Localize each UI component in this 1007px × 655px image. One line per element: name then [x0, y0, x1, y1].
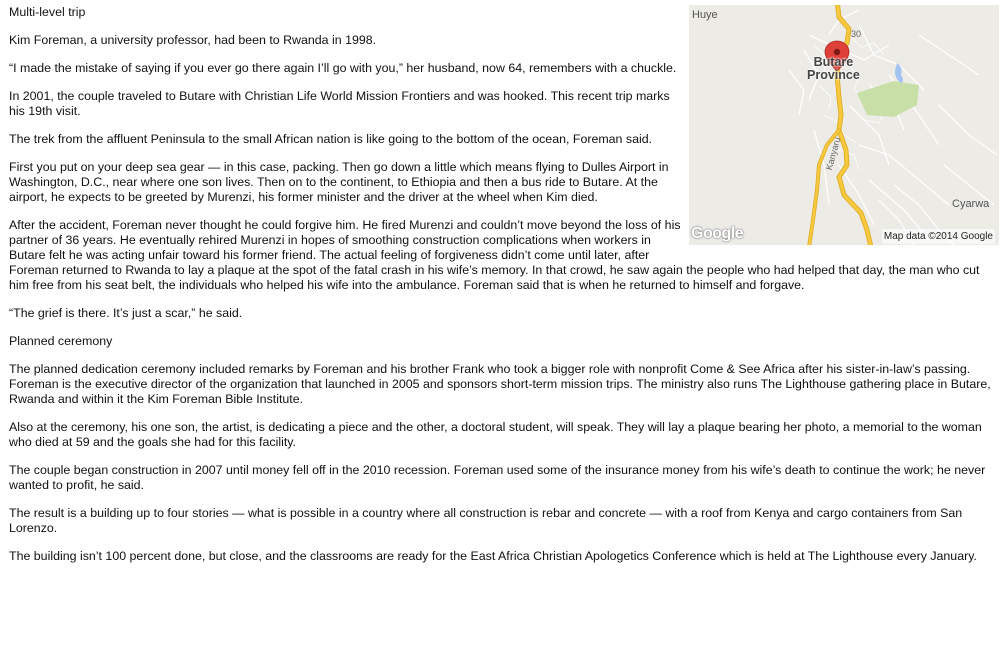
map-attribution[interactable]: Map data ©2014 Google	[883, 231, 993, 242]
paragraph: “The grief is there. It’s just a scar,” he said.	[9, 306, 243, 320]
paragraph: In 2001, the couple traveled to Butare with Christian Life World Mission Frontiers and was hooked. This recent trip marks his 19th visit.	[9, 89, 670, 118]
paragraph: The planned dedication ceremony included remarks by Foreman and his brother Frank who took a bigger role with nonprofit Come & See Africa after his sister-in-law’s passing. Foreman is the executive director of the organization that launched in 2005 and sponsors short-term mission trips. The ministry also runs The Lighthouse gathering place in Butare, Rwanda and within it the Kim Foreman Bible Institute.	[9, 362, 991, 406]
paragraph: The result is a building up to four stories — what is possible in a country where all construction is rebar and concrete — with a roof from Kenya and cargo containers from San Lorenzo.	[9, 506, 963, 535]
map-road-number: 30	[851, 29, 862, 39]
map-city-label	[807, 56, 860, 82]
paragraph: After the accident, Foreman never thought he could forgive him. He fired Murenzi and couldn’t move beyond the loss of his partner of 36 years. He eventually rehired Murenzi in hopes of smoothing construction complications when workers in Butare felt he was acting unfair toward his former friend. The actual feeling of forgiveness didn’t come until later, after Foreman returned to Rwanda to lay a plaque at the spot of the fatal crash in his wife’s memory. In that crowd, he saw again the people who had helped that day, the man who cut him free from his seat belt, the individuals who helped his wife into the ambulance. Foreman said that is when he returned to himself and forgave.	[9, 218, 980, 292]
paragraph: The trek from the affluent Peninsula to the small African nation is like going to the bottom of the ocean, Foreman said.	[9, 132, 653, 146]
paragraph: Kim Foreman, a university professor, had been to Rwanda in 1998.	[9, 33, 377, 47]
map-place-label-top: Huye	[692, 9, 718, 21]
map-place-label-right: Cyarwa	[952, 198, 990, 210]
paragraph: The couple began construction in 2007 until money fell off in the 2010 recession. Foreman used some of the insurance money from his wife’s death to continue the work; he never wanted to profit, he said.	[9, 463, 986, 492]
paragraph: “I made the mistake of saying if you ever go there again I’ll go with you,” her husband, now 64, remembers with a chuckle.	[9, 61, 677, 75]
section-heading-planned-ceremony: Planned ceremony	[9, 334, 113, 348]
map-city-line1: Butare	[813, 55, 854, 69]
map-road-label: Kanyaru	[823, 136, 843, 172]
map-embed[interactable]	[689, 5, 999, 245]
paragraph: The building isn’t 100 percent done, but close, and the classrooms are ready for the East Africa Christian Apologetics Conference which is held at The Lighthouse every January.	[9, 549, 977, 563]
paragraph: First you put on your deep sea gear — in this case, packing. Then go down a little which means flying to Dulles Airport in Washington, D.C., near where one son lives. Then on to the continent, to Ethiopia and then a bus ride to Butare. At the airport, he expects to be greeted by Murenzi, his former minister and the driver at the wheel when Kim died.	[9, 160, 669, 204]
google-logo[interactable]: Google	[691, 225, 744, 242]
section-heading-multi-level-trip: Multi-level trip	[9, 5, 86, 19]
paragraph: Also at the ceremony, his one son, the artist, is dedicating a piece and the other, a doctoral student, will speak. They will lay a plaque bearing her photo, a memorial to the woman who died at 59 and the goals she had for this facility.	[9, 420, 982, 449]
article	[9, 5, 999, 577]
map-city-line2: Province	[807, 68, 860, 82]
